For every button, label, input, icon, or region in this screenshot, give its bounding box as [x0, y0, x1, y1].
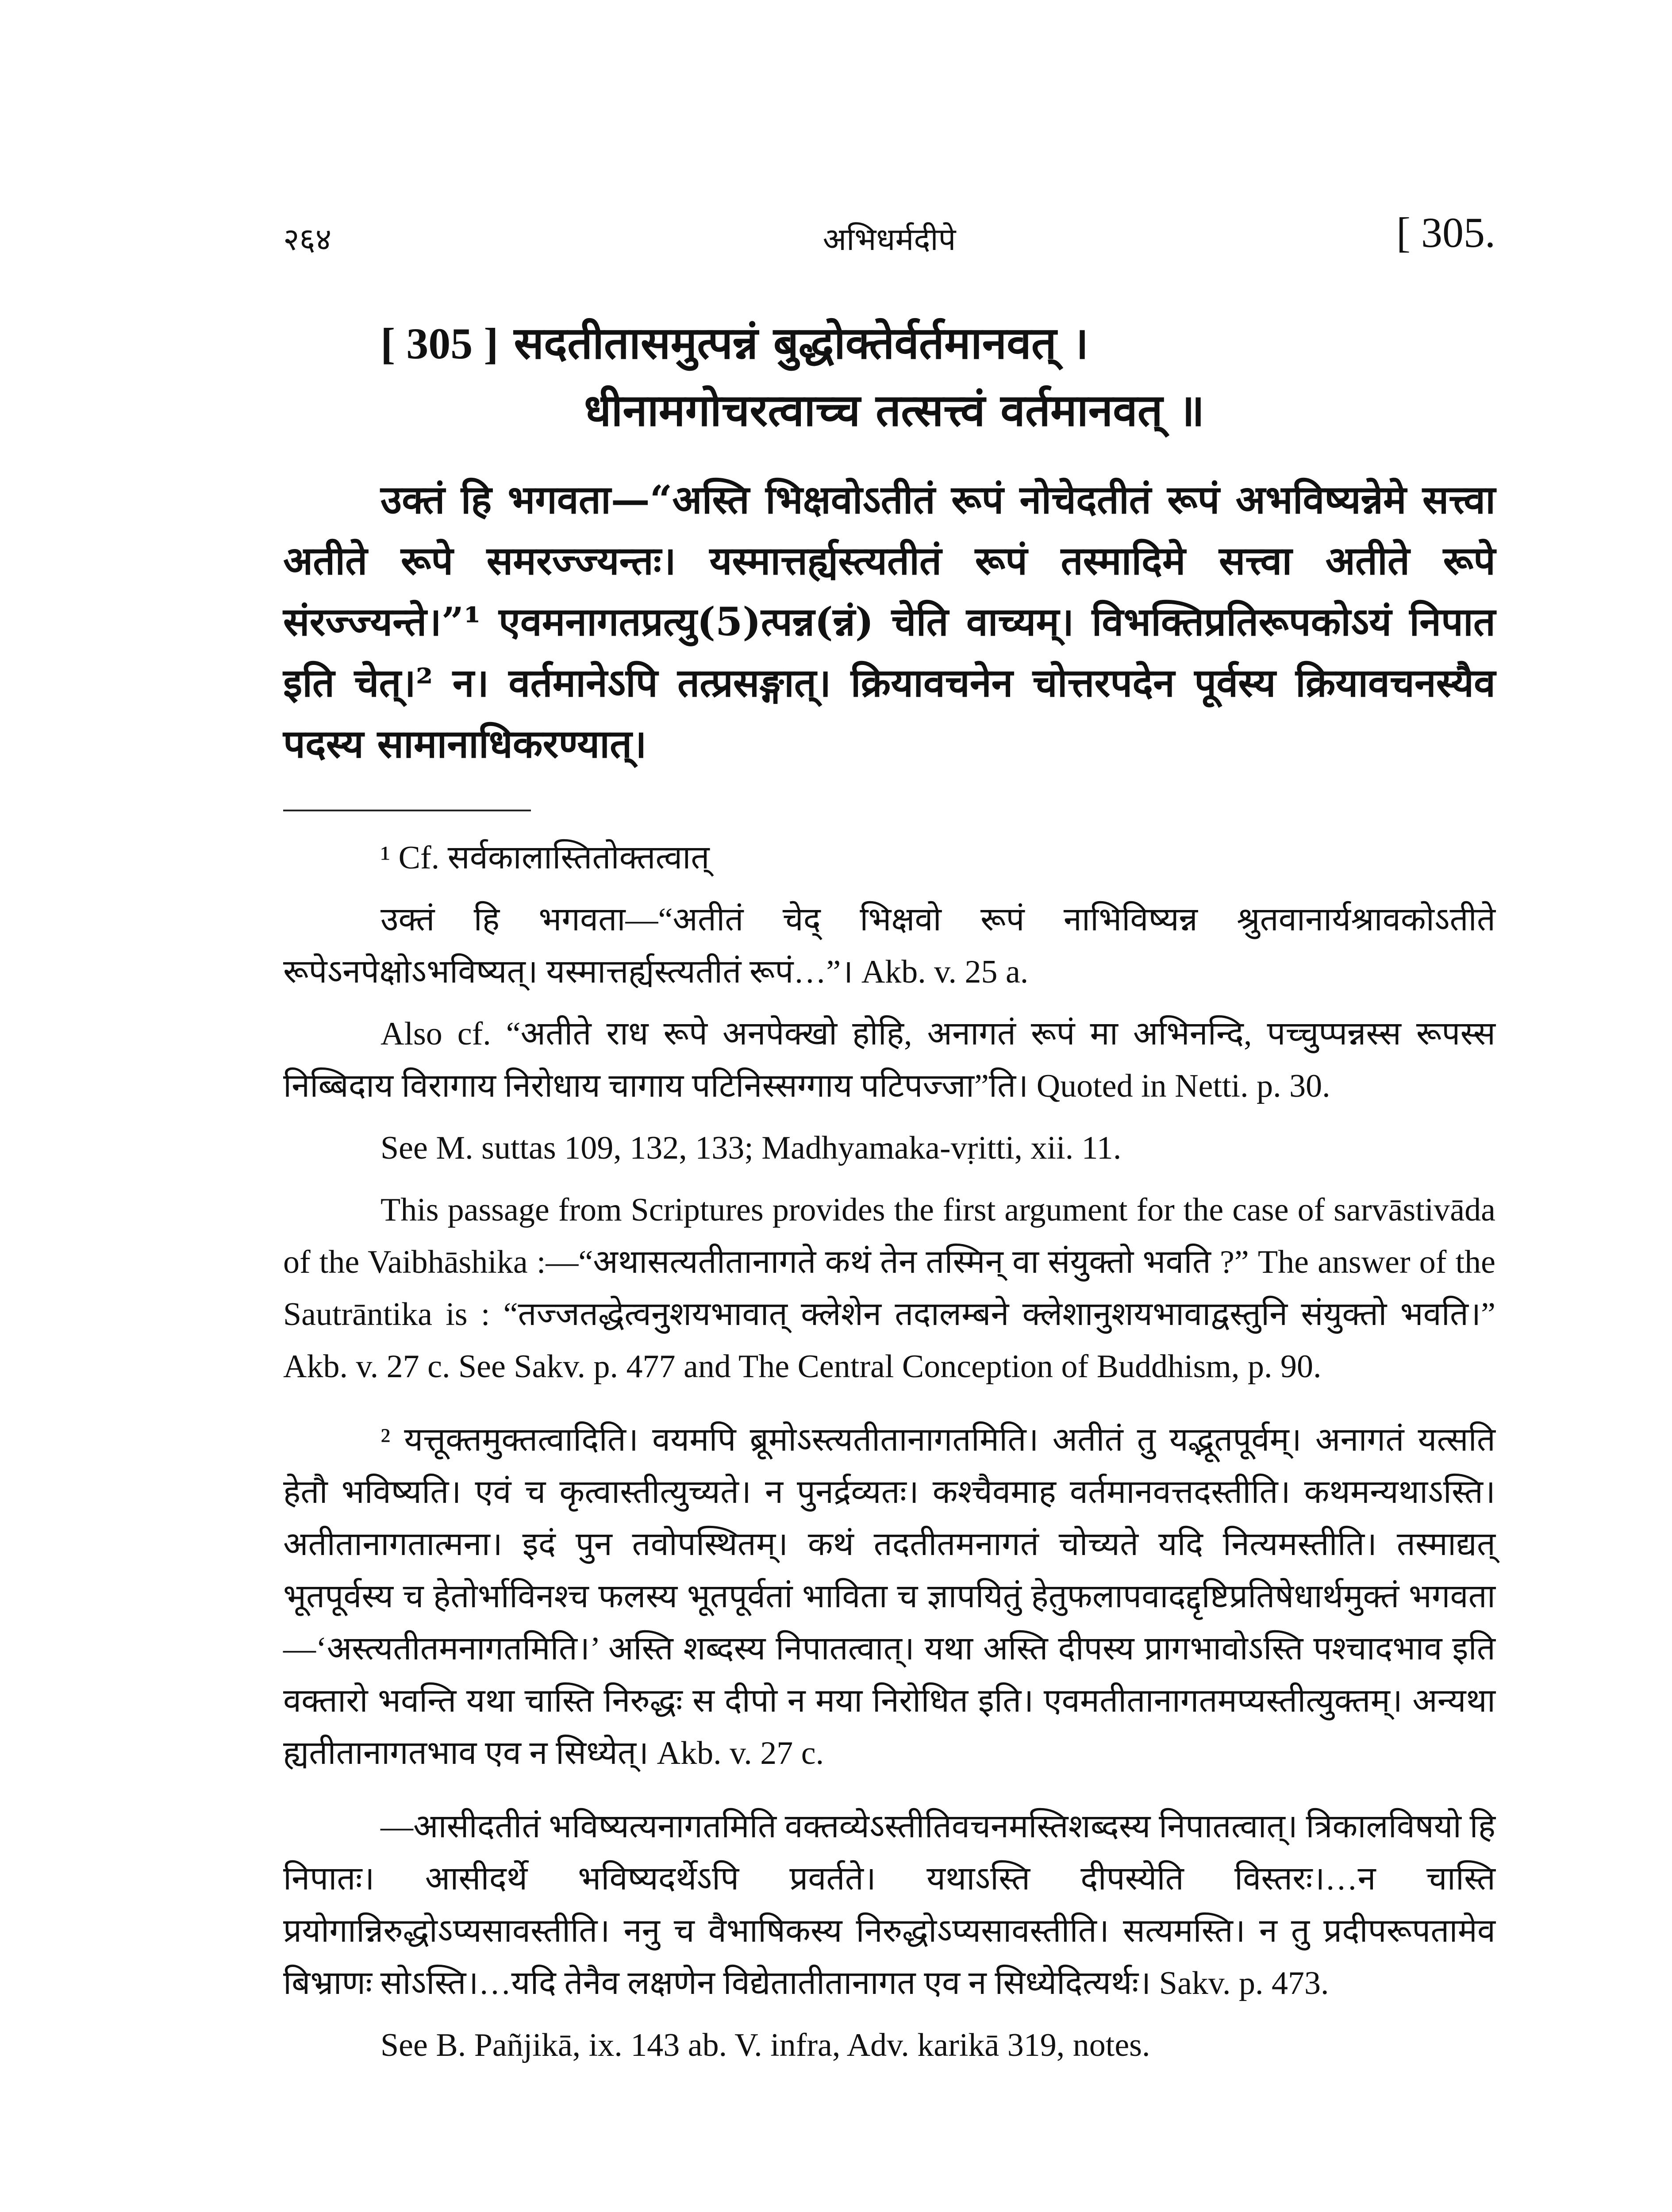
section-reference: [ 305. [1396, 209, 1495, 256]
footnote-1-paragraph-1: उक्तं हि भगवता—“अतीतं चेद् भिक्षवो रूपं नाभिविष्यन्न श्रुतवानार्यश्रावकोऽतीते रूपेऽनपेक्षोऽभविष्यत्। यस्मात्तर्ह्यस्त्यतीतं रूपं…”। Akb. v. 25 a. [283, 902, 1495, 990]
footnote-1-paragraph-3: See M. suttas 109, 132, 133; Madhyamaka-vṛitti, xii. 11. [381, 1130, 1122, 1166]
footnote-2-continuation: —आसीदतीतं भविष्यत्यनागतमिति वक्तव्येऽस्तीतिवचनमस्तिशब्दस्य निपातत्वात्। त्रिकालविषयो हि निपातः। आसीदर्थे भविष्यदर्थेऽपि प्रवर्तते। यथाऽस्ति दीपस्येति विस्तरः।…न चास्ति प्रयोगान्निरुद्धोऽप्यसावस्तीति। ननु च वैभाषिकस्य निरुद्धोऽप्यसावस्तीति। सत्यमस्ति। न तु प्रदीपरूपतामेव बिभ्राणः सोऽस्ति।…यदि तेनैव लक्षणेन विद्येतातीतानागत एव न सिध्येदित्यर्थः। Sakv. p. 473. [283, 1809, 1495, 2001]
footnotes [283, 832, 1495, 2081]
footnote-1-paragraph-4: This passage from Scriptures provides the first argument for the case of sarvāstivāda of the Vaibhāshika :—“अथासत्यतीतानागते कथं तेन तस्मिन् वा संयुक्तो भवति ?” The answer of the Sautrāntika is : “तज्जतद्धेत्वनुशयभावात् क्लेशेन तदालम्बने क्लेशानुशयभावाद्वस्तुनि संयुक्तो भवति।” Akb. v. 27 c. See Sakv. p. 477 and The Central Conception of Buddhism, p. 90. [283, 1192, 1495, 1385]
page-header [283, 208, 1495, 270]
verse-line-1-text: सदतीतासमुत्पन्नं बुद्धोक्तेर्वर्तमानवत् । [514, 317, 1089, 369]
verse-line-1 [381, 310, 1464, 377]
page-number: २६४ [283, 221, 332, 257]
verse-line-2: धीनामगोचरत्वाच्च तत्सत्त्वं वर्तमानवत् ॥ [584, 384, 1205, 436]
footnote-divider [283, 810, 531, 811]
footnote-1-paragraph-2: Also cf. “अतीते राध रूपे अनपेक्खो होहि, अनागतं रूपं मा अभिनन्दि, पच्चुप्पन्नस्स रूपस्स निब्बिदाय विरागाय निरोधाय चागाय पटिनिस्सग्गाय पटिपज्जा”ति। Quoted in Netti. p. 30. [283, 1016, 1495, 1104]
commentary-paragraph: उक्तं हि भगवता—“अस्ति भिक्षवोऽतीतं रूपं नोचेदतीतं रूपं अभविष्यन्नेमे सत्त्वा अतीते रूपे समरज्ज्यन्तः। यस्मात्तर्ह्यस्त्यतीतं रूपं तस्मादिमे सत्त्वा अतीते रूपे संरज्ज्यन्ते।”¹ एवमनागतप्रत्यु(5)त्पन्न(न्नं) चेति वाच्यम्। विभक्तिप्रतिरूपकोऽयं निपात इति चेत्।² न। वर्तमानेऽपि तत्प्रसङ्गात्। क्रियावचनेन चोत्तरपदेन पूर्वस्य क्रियावचनस्यैव पदस्य सामानाधिकरण्यात्। [283, 476, 1495, 767]
footnote-2: ² यत्तूक्तमुक्तत्वादिति। वयमपि ब्रूमोऽस्त्यतीतानागतमिति। अतीतं तु यद्भूतपूर्वम्। अनागतं यत्सति हेतौ भविष्यति। एवं च कृत्वास्तीत्युच्यते। न पुनर्द्रव्यतः। कश्चैवमाह वर्तमानवत्तदस्तीति। कथमन्यथाऽस्ति। अतीतानागतात्मना। इदं पुन तवोपस्थितम्। कथं तदतीतमनागतं चोच्यते यदि नित्यमस्तीति। तस्माद्यत् भूतपूर्वस्य च हेतोर्भाविनश्च फलस्य भूतपूर्वतां भाविता च ज्ञापयितुं हेतुफलापवादद्दृष्टिप्रतिषेधार्थमुक्तं भगवता—‘अस्त्यतीतमनागतमिति।’ अस्ति शब्दस्य निपातत्वात्। यथा अस्ति दीपस्य प्रागभावोऽस्ति पश्चादभाव इति वक्तारो भवन्ति यथा चास्ति निरुद्धः स दीपो न मया निरोधित इति। एवमतीतानागतमप्यस्तीत्युक्तम्। अन्यथा ह्यतीतानागतभाव एव न सिध्येत्। Akb. v. 27 c. [283, 1422, 1495, 1771]
commentary-block [283, 469, 1495, 774]
footnote-1-label: ¹ Cf. सर्वकालास्तितोक्तत्वात् [381, 840, 710, 876]
karika-verse [381, 310, 1464, 443]
footnote-see-also: See B. Pañjikā, ix. 143 ab. V. infra, Adv. karikā 319, notes. [381, 2027, 1150, 2063]
running-title: अभिधर्मदीपे [823, 221, 956, 257]
verse-number: [ 305 ] [381, 319, 499, 368]
